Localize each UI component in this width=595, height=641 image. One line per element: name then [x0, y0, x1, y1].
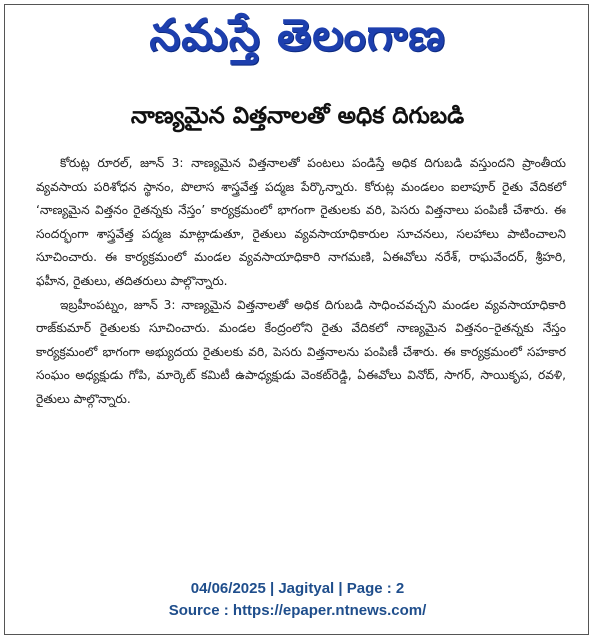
- footer-source-link: Source : https://epaper.ntnews.com/: [168, 602, 427, 619]
- article-paragraph-1: కోరుట్ల రూరల్, జూన్ 3: నాణ్యమైన విత్తనాలతో పంటలు పండిస్తే అధిక దిగుబడి వస్తుందని ప్రాంతీయ వ్యవసాయ పరిశోధన స్థానం, పొలాస శాస్త్రవేత్త పద్మజ పేర్కొన్నారు. కోరుట్ల మండలం ఐలాపూర్ రైతు వేదికలో ‘నాణ్యమైన విత్తనం రైతన్నకు నేస్తం’ కార్యక్రమంలో భాగంగా రైతులకు వరి, పెసరు విత్తనాలు పంపిణీ చేశారు. ఈ సందర్భంగా శాస్త్రవేత్త పద్మజ మాట్లాడుతూ, రైతులు వ్యవసాయాధికారుల సూచనలు, సలహాలు పాటించాలని సూచించారు. ఈ కార్యక్రమంలో మండల వ్యవసాయాధికారి నాగమణి, ఏఈవోలు నరేశ్, రాఘవేందర్, శ్రీహరి, ఫహీన, రైతులు, తదితరులు పాల్గొన్నారు.: [36, 156, 566, 288]
- source-footer: [0, 578, 595, 622]
- footer-date-edition: 04/06/2025 | Jagityal | Page : 2: [190, 580, 405, 597]
- article-headline: నాణ్యమైన విత్తనాలతో అధిక దిగుబడి: [130, 103, 465, 129]
- article-body: [36, 152, 566, 412]
- newspaper-masthead: నమస్తే తెలంగాణ: [149, 10, 446, 61]
- article-paragraph-2: ఇబ్రహీంపట్నం, జూన్ 3: నాణ్యమైన విత్తనాలతో అధిక దిగుబడి సాధించవచ్చని మండల వ్యవసాయాధికారి రాజ్‌కుమార్ రైతులకు సూచించారు. మండల కేంద్రంలోని రైతు వేదికలో నాణ్యమైన విత్తనం–రైతన్నకు నేస్తం కార్యక్రమంలో భాగంగా అభ్యుదయ రైతులకు వరి, పెసరు విత్తనాలను పంపిణీ చేశారు. ఈ కార్యక్రమంలో సహకార సంఘం అధ్యక్షుడు గోపి, మార్కెట్ కమిటీ ఉపాధ్యక్షుడు వెంకట్‌రెడ్డి, ఏఈవోలు వినోద్, సాగర్, సాయికృప, రవళి, రైతులు పాల్గొన్నారు.: [36, 297, 566, 406]
